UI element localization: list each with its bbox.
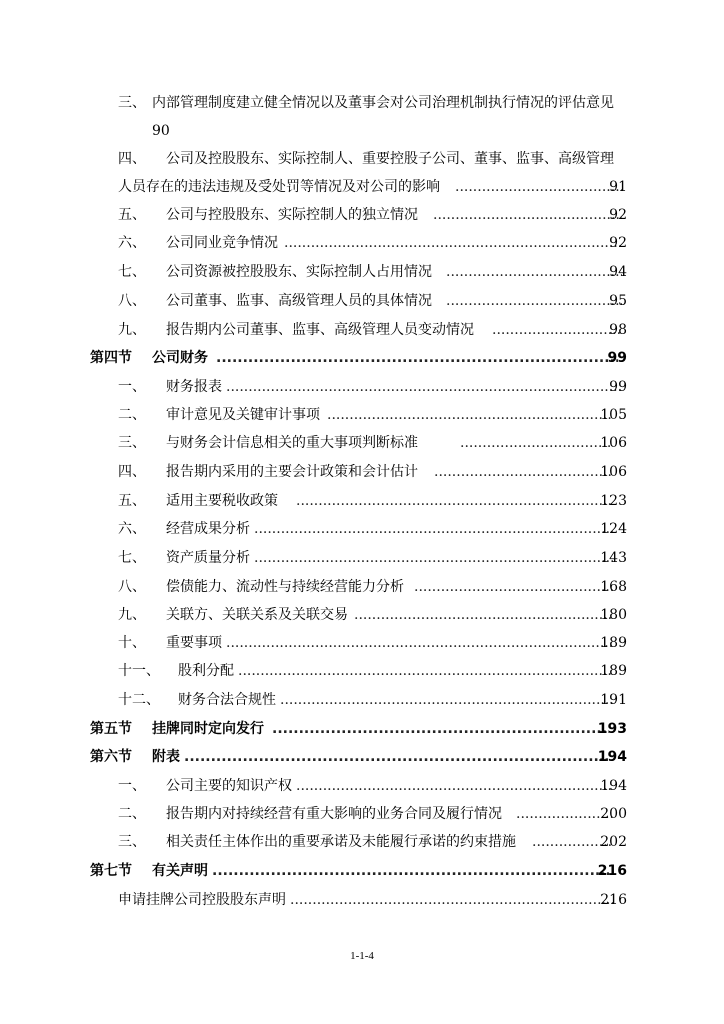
- toc-entry-number: 十、: [118, 635, 146, 651]
- toc-entry-page: 124: [600, 521, 627, 537]
- toc-dot-leader: [327, 404, 613, 426]
- toc-entry-number: 四、: [118, 151, 146, 167]
- toc-dot-leader: [433, 204, 622, 226]
- toc-entry-title: 关联方、关联关系及关联交易: [166, 607, 348, 623]
- toc-section-number: 第七节: [90, 863, 132, 879]
- toc-entry-title: 财务报表: [166, 379, 222, 395]
- toc-dot-leader: [492, 319, 622, 341]
- toc-entry-number: 二、: [118, 806, 146, 822]
- toc-entry-title: 内部管理制度建立健全情况以及董事会对公司治理机制执行情况的评估意见: [152, 95, 614, 111]
- toc-dot-leader: [414, 576, 613, 598]
- toc-dot-leader: [516, 803, 613, 825]
- toc-dot-leader: [455, 176, 622, 198]
- toc-dot-leader: [280, 689, 613, 711]
- toc-entry[interactable]: [0, 176, 724, 198]
- toc-section-number: 第六节: [90, 749, 132, 765]
- toc-entry[interactable]: [0, 490, 724, 512]
- toc-entry[interactable]: [0, 604, 724, 626]
- toc-entry-title: 公司资源被控股股东、实际控制人占用情况: [166, 264, 432, 280]
- toc-entry[interactable]: [0, 92, 724, 114]
- toc-entry-number: 一、: [118, 379, 146, 395]
- toc-dot-leader: [284, 232, 622, 254]
- toc-dot-leader: [354, 604, 613, 626]
- toc-entry-number: 五、: [118, 493, 146, 509]
- toc-section-page: 216: [597, 863, 627, 879]
- toc-section-6[interactable]: [0, 746, 724, 768]
- toc-section-5[interactable]: [0, 718, 724, 740]
- toc-entry-page: 94: [609, 264, 627, 280]
- toc-section-title: 有关声明: [152, 863, 208, 879]
- toc-entry[interactable]: [0, 319, 724, 341]
- toc-entry-page: 99: [609, 379, 627, 395]
- toc-dot-leader: [296, 490, 613, 512]
- toc-entry[interactable]: [0, 689, 724, 711]
- toc-dot-leader: [272, 718, 609, 740]
- toc-entry-title: 偿债能力、流动性与持续经营能力分析: [166, 579, 404, 595]
- toc-entry-page: 91: [609, 179, 627, 195]
- toc-entry-page: 202: [600, 834, 627, 850]
- toc-entry[interactable]: [0, 290, 724, 312]
- toc-dot-leader: [296, 775, 613, 797]
- toc-entry-page: 191: [600, 692, 627, 708]
- toc-entry-title: 报告期内对持续经营有重大影响的业务合同及履行情况: [166, 806, 502, 822]
- toc-entry-number: 三、: [118, 95, 146, 111]
- toc-entry-number: 八、: [118, 579, 146, 595]
- toc-entry-title: 财务合法合规性: [178, 692, 276, 708]
- toc-entry[interactable]: [0, 576, 724, 598]
- toc-dot-leader: [238, 660, 613, 682]
- toc-entry-title: 资产质量分析: [166, 550, 250, 566]
- toc-section-title: 公司财务: [152, 350, 208, 366]
- toc-entry[interactable]: [0, 261, 724, 283]
- toc-entry-page: 98: [609, 322, 627, 338]
- toc-entry-number: 十一、: [118, 663, 160, 679]
- toc-entry-page: 123: [600, 493, 627, 509]
- toc-entry[interactable]: [0, 831, 724, 853]
- toc-dot-leader: [290, 889, 613, 911]
- toc-entry-page: 216: [600, 892, 627, 908]
- toc-section-page: 193: [597, 721, 627, 737]
- toc-entry-title: 报告期内公司董事、监事、高级管理人员变动情况: [166, 322, 474, 338]
- toc-entry-title: 90: [152, 123, 170, 139]
- toc-section-7[interactable]: [0, 860, 724, 882]
- toc-section-title: 挂牌同时定向发行: [152, 721, 264, 737]
- toc-dot-leader: [216, 347, 618, 369]
- toc-entry[interactable]: [0, 404, 724, 426]
- toc-dot-leader: [434, 461, 613, 483]
- toc-entry-page: 92: [609, 235, 627, 251]
- toc-entry-number: 三、: [118, 435, 146, 451]
- toc-entry[interactable]: [0, 518, 724, 540]
- toc-entry[interactable]: [0, 461, 724, 483]
- toc-entry-number: 一、: [118, 778, 146, 794]
- toc-section-title: 附表: [152, 749, 180, 765]
- toc-dot-leader: [212, 860, 609, 882]
- toc-section-number: 第四节: [90, 350, 132, 366]
- page-number-footer: 1-1-4: [350, 950, 374, 962]
- toc-entry-title: 重要事项: [166, 635, 222, 651]
- toc-entry-title: 经营成果分析: [166, 521, 250, 537]
- toc-dot-leader: [254, 547, 613, 569]
- toc-entry-number: 九、: [118, 322, 146, 338]
- toc-entry[interactable]: [0, 204, 724, 226]
- toc-entry-page: 95: [609, 293, 627, 309]
- toc-entry[interactable]: [0, 632, 724, 654]
- toc-entry[interactable]: [0, 803, 724, 825]
- toc-entry-page: 143: [600, 550, 627, 566]
- toc-entry-page: 106: [600, 464, 627, 480]
- toc-entry[interactable]: [0, 775, 724, 797]
- toc-entry-number: 六、: [118, 521, 146, 537]
- toc-entry-number: 七、: [118, 264, 146, 280]
- toc-entry[interactable]: [0, 376, 724, 398]
- toc-section-page: 194: [597, 749, 627, 765]
- toc-entry-title: 公司与控股股东、实际控制人的独立情况: [166, 207, 418, 223]
- toc-dot-leader: [226, 632, 613, 654]
- toc-entry[interactable]: [0, 889, 724, 911]
- toc-entry[interactable]: [0, 432, 724, 454]
- toc-entry-page: 200: [600, 806, 627, 822]
- toc-section-number: 第五节: [90, 721, 132, 737]
- toc-entry-number: 九、: [118, 607, 146, 623]
- toc-entry-title: 股利分配: [178, 663, 234, 679]
- toc-entry-page: 168: [600, 579, 627, 595]
- toc-entry-title: 人员存在的违法违规及受处罚等情况及对公司的影响: [118, 179, 440, 195]
- toc-entry-number: 五、: [118, 207, 146, 223]
- toc-entry-number: 四、: [118, 464, 146, 480]
- toc-entry-page: 105: [600, 407, 627, 423]
- toc-section-4[interactable]: [0, 347, 724, 369]
- toc-entry[interactable]: [0, 660, 724, 682]
- toc-entry[interactable]: [0, 547, 724, 569]
- toc-entry[interactable]: [0, 120, 724, 142]
- toc-entry-title: 适用主要税收政策: [166, 493, 278, 509]
- toc-entry-title: 公司及控股股东、实际控制人、重要控股子公司、董事、监事、高级管理: [166, 151, 614, 167]
- toc-entry-title: 报告期内采用的主要会计政策和会计估计: [166, 464, 418, 480]
- toc-entry-page: 189: [600, 663, 627, 679]
- toc-dot-leader: [184, 746, 609, 768]
- toc-entry[interactable]: [0, 148, 724, 170]
- toc-section-page: 99: [607, 350, 627, 366]
- toc-entry-title: 申请挂牌公司控股股东声明: [118, 892, 286, 908]
- toc-entry-title: 公司董事、监事、高级管理人员的具体情况: [166, 293, 432, 309]
- toc-entry-page: 194: [600, 778, 627, 794]
- toc-entry-title: 相关责任主体作出的重要承诺及未能履行承诺的约束措施: [166, 834, 516, 850]
- toc-dot-leader: [254, 518, 613, 540]
- toc-entry-page: 189: [600, 635, 627, 651]
- toc-entry-number: 二、: [118, 407, 146, 423]
- toc-entry-title: 公司同业竞争情况: [166, 235, 278, 251]
- toc-entry-title: 公司主要的知识产权: [166, 778, 292, 794]
- toc-entry-number: 六、: [118, 235, 146, 251]
- toc-entry-page: 92: [609, 207, 627, 223]
- toc-entry[interactable]: [0, 232, 724, 254]
- toc-entry-number: 八、: [118, 293, 146, 309]
- toc-dot-leader: [446, 290, 622, 312]
- toc-entry-number: 三、: [118, 834, 146, 850]
- toc-dot-leader: [460, 432, 613, 454]
- toc-entry-number: 十二、: [118, 692, 160, 708]
- toc-entry-title: 与财务会计信息相关的重大事项判断标准: [166, 435, 418, 451]
- toc-entry-title: 审计意见及关键审计事项: [166, 407, 320, 423]
- toc-dot-leader: [226, 376, 622, 398]
- toc-entry-page: 106: [600, 435, 627, 451]
- toc-entry-page: 180: [600, 607, 627, 623]
- toc-entry-number: 七、: [118, 550, 146, 566]
- toc-dot-leader: [446, 261, 622, 283]
